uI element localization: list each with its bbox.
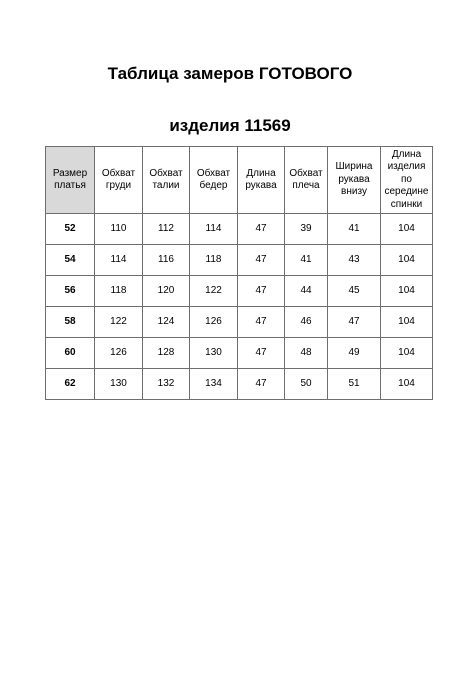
table-cell: 51 (328, 369, 381, 400)
table-cell: 132 (143, 369, 190, 400)
header-text: Ширина (335, 161, 373, 173)
table-cell: 112 (143, 214, 190, 245)
table-cell: 124 (143, 307, 190, 338)
table-cell: 116 (143, 245, 190, 276)
header-text: Обхват (196, 167, 231, 179)
size-cell: 52 (46, 214, 95, 245)
table-row (46, 369, 433, 400)
table-cell: 48 (285, 338, 328, 369)
header-text: бедер (199, 180, 228, 191)
table-row (46, 307, 433, 338)
header-text: плеча (292, 180, 320, 191)
table-cell: 45 (328, 276, 381, 307)
table-cell: 39 (285, 214, 328, 245)
header-text: талии (152, 180, 180, 191)
table-cell: 104 (381, 214, 433, 245)
table-cell: 122 (95, 307, 143, 338)
table-cell: 104 (381, 369, 433, 400)
measurements-table (45, 146, 433, 400)
table-cell: 47 (238, 245, 285, 276)
table-cell: 126 (190, 307, 238, 338)
header-text: рукава (338, 173, 370, 185)
table-header-row (46, 147, 433, 214)
header-cell-waist (143, 147, 190, 214)
header-text: по (401, 173, 412, 185)
table-cell: 126 (95, 338, 143, 369)
table-cell: 41 (328, 214, 381, 245)
table-cell: 49 (328, 338, 381, 369)
table-row (46, 214, 433, 245)
size-cell: 62 (46, 369, 95, 400)
header-cell-chest (95, 147, 143, 214)
table-cell: 118 (95, 276, 143, 307)
header-text: Размер (52, 167, 88, 179)
table-cell: 47 (238, 276, 285, 307)
header-text: внизу (341, 186, 367, 198)
header-text: платья (54, 180, 86, 191)
header-cell-upper-arm (285, 147, 328, 214)
table-row (46, 276, 433, 307)
table-cell: 43 (328, 245, 381, 276)
table-row (46, 338, 433, 369)
table-cell: 130 (190, 338, 238, 369)
table-cell: 114 (190, 214, 238, 245)
table-cell: 128 (143, 338, 190, 369)
table-cell: 47 (328, 307, 381, 338)
header-cell-sleeve-width (328, 147, 381, 214)
header-cell-hips (190, 147, 238, 214)
table-cell: 104 (381, 307, 433, 338)
table-cell: 122 (190, 276, 238, 307)
header-cell-sleeve-length (238, 147, 285, 214)
table-cell: 47 (238, 214, 285, 245)
size-cell: 58 (46, 307, 95, 338)
header-cell-size (46, 147, 95, 214)
header-text: середине (384, 186, 429, 198)
header-text: рукава (245, 180, 277, 191)
table-row (46, 245, 433, 276)
size-cell: 54 (46, 245, 95, 276)
size-cell: 60 (46, 338, 95, 369)
table-cell: 104 (381, 245, 433, 276)
table-cell: 47 (238, 369, 285, 400)
table-cell: 41 (285, 245, 328, 276)
table-cell: 114 (95, 245, 143, 276)
table-cell: 47 (238, 338, 285, 369)
size-cell: 56 (46, 276, 95, 307)
table-cell: 47 (238, 307, 285, 338)
table-cell: 134 (190, 369, 238, 400)
table-cell: 118 (190, 245, 238, 276)
table-cell: 104 (381, 338, 433, 369)
header-text: Обхват (101, 167, 136, 179)
header-text: спинки (390, 198, 423, 210)
header-text: Обхват (289, 167, 323, 179)
table-cell: 130 (95, 369, 143, 400)
table-cell: 104 (381, 276, 433, 307)
table-cell: 110 (95, 214, 143, 245)
header-cell-back-length (381, 147, 433, 214)
header-text: Длина (246, 167, 276, 179)
header-text: груди (105, 180, 132, 191)
page-subtitle: изделия 11569 (169, 116, 291, 135)
page-title: Таблица замеров ГОТОВОГО (107, 64, 353, 83)
table-cell: 44 (285, 276, 328, 307)
table-cell: 50 (285, 369, 328, 400)
table-cell: 120 (143, 276, 190, 307)
header-text: Обхват (149, 167, 183, 179)
header-text: изделия (387, 161, 426, 173)
header-text: Длина (391, 148, 422, 160)
table-cell: 46 (285, 307, 328, 338)
